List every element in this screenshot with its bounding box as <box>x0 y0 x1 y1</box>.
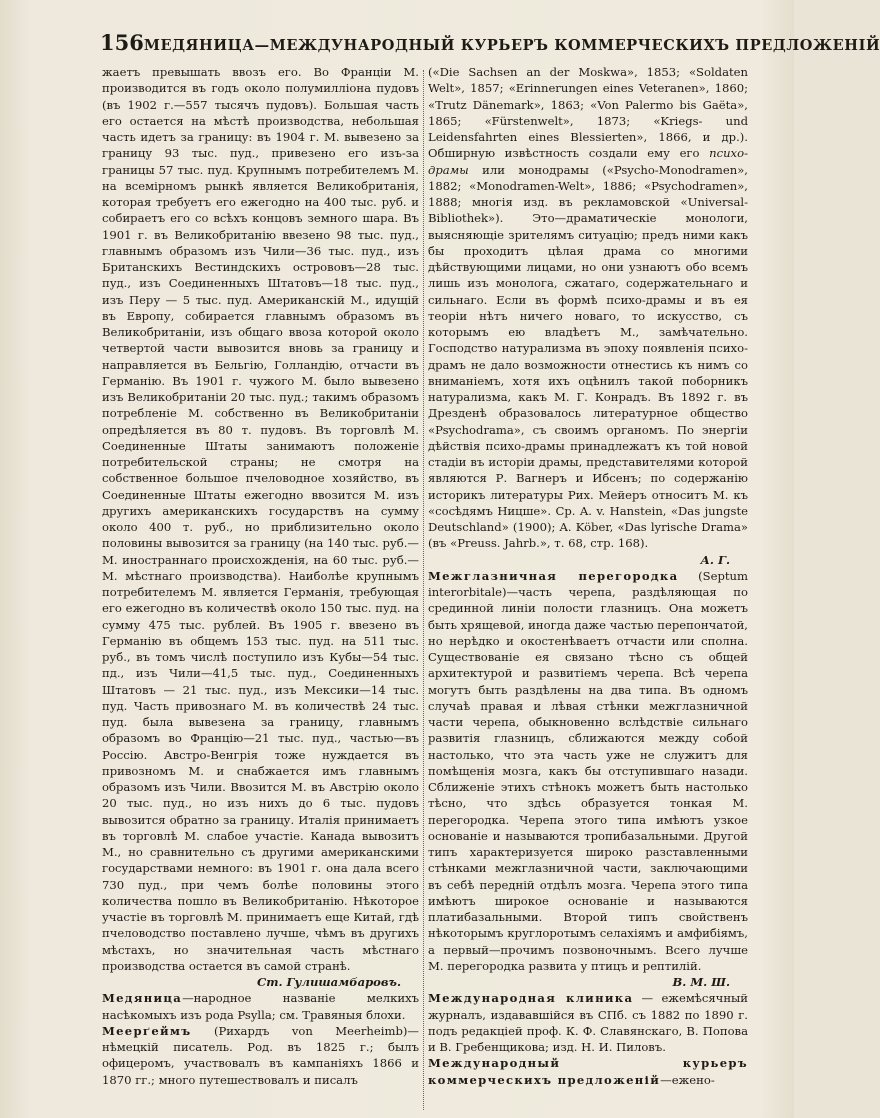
page-number: 156 <box>100 30 144 55</box>
entry-heading: Межглазничная перегородка <box>428 568 679 583</box>
entry-text: (Рихардъ von Meerheimb)—нѣмецкій писатель. Род. въ 1825 г.; былъ офицеромъ, участвовалъ въ кампаніяхъ 1866 и 1870 гг.; много путешествовалъ и писалъ <box>102 1023 419 1087</box>
entry-text: — ежемѣсячный журналъ, издававшійся въ СПб. съ 1882 по 1890 г. подъ редакціей проф. К. Ф. Славянскаго, В. Попова и В. Гребенщикова; изд. Н. И. Пиловъ. <box>428 991 748 1054</box>
author-signature: Ст. Гулишамбаровъ. <box>256 975 401 989</box>
entry-heading: Меерґеймъ <box>102 1023 192 1038</box>
entry-medyanitsa <box>102 990 419 1023</box>
entry-international-courier <box>428 1055 748 1088</box>
column-divider <box>423 70 424 1110</box>
italic-term: психо-драмы <box>428 146 748 177</box>
author-signature: В. М. Ш. <box>672 975 730 989</box>
entry-text: —народное названіе мелкихъ насѣкомыхъ изъ рода Psylla; см. Травяныя блохи. <box>102 991 419 1022</box>
page-header <box>100 30 880 56</box>
entry-interorbital-septum <box>428 568 748 974</box>
entry-text: (Septum interorbitale)—часть черепа, раздѣляющая по срединной линіи полости глазницъ. Она можетъ быть хрящевой, иногда даже частью перепончатой, но нерѣдко и окостенѣваетъ отчасти или сполна. Существованіе ея связано тѣсно съ общей архитектурой и развитіемъ черепа. Всѣ черепа могутъ быть раздѣлены на два типа. Въ одномъ случаѣ правая и лѣвая стѣнки межглазничной части черепа, обыкновенно вслѣдствіе сильнаго развитія глазницъ, сближаются между собой настолько, что эта часть уже не служитъ для помѣщенія мозга, какъ бы отступившаго назади. Сближеніе этихъ стѣнокъ можетъ быть настолько тѣсно, что здѣсь образуется тонкая М. перегородка. Черепа этого типа имѣютъ узкое основаніе и называются тропибазальными. Другой типъ характеризуется широко разставленными стѣнками межглазничной части, заключающими въ себѣ передній отдѣлъ мозга. Черепа этого типа имѣютъ широкое основаніе и называются платибазальными. Второй типъ свойственъ нѣкоторымъ круглоротымъ селахіямъ и амфибіямъ, а первый—прочимъ позвоночнымъ. Всего лучше М. перегородка развита у птицъ и рептилій. <box>428 568 748 973</box>
entry-heading: Медяница <box>102 991 183 1006</box>
right-column <box>428 64 748 1088</box>
entry-text: —ежено- <box>660 1072 715 1087</box>
left-column <box>102 64 419 1088</box>
paragraph-meerheimb-continued <box>428 64 748 552</box>
entry-international-clinic <box>428 990 748 1055</box>
entry-text: или монодрамы («Psycho-Monodramen», 1882; «Monodramen-Welt», 1886; «Psychodramen», 1888; многія изд. въ рекламовской «Universal-Bibliothek»). Это—драматическіе монологи, выясняющіе зрителямъ ситуацію; предъ ними какъ бы проходитъ цѣлая драма со многими дѣйствующими лицами, но они узнаютъ обо всемъ лишь изъ монолога, сжатаго, содержательнаго и сильнаго. Если въ формѣ психо-драмы и въ ея теоріи нѣтъ ничего новаго, то искусство, съ которымъ ею владѣетъ М., замѣчательно. Господство натурализма въ эпоху появленія психо-драмъ не дало возможности отнестись къ нимъ со вниманіемъ, хотя ихъ оцѣнилъ такой поборникъ натурализма, какъ М. Г. Конрадъ. Въ 1892 г. въ Дрезденѣ образовалось литературное общество «Psychodrama», съ своимъ органомъ. По энергіи дѣйствія психо-драмы принадлежатъ къ той новой стадіи въ исторіи драмы, представителями которой являются Р. Вагнеръ и Ибсенъ; по содержанію историкъ литературы Рих. Мейеръ относитъ М. къ «сосѣдямъ Ницше». Ср. A. v. Hanstein, «Das jungste Deutschland» (1900); A. Köber, «Das lyrische Drama» (въ «Preuss. Jahrb.», т. 68, стр. 168). <box>428 162 748 551</box>
entry-heading: Международная клиника <box>428 991 634 1006</box>
entry-heading: Международный курьеръ коммерческихъ предложеній <box>428 1056 748 1087</box>
author-signature: А. Г. <box>700 552 730 567</box>
paragraph-honey-trade: жаетъ превышать ввозъ его. Во Франціи М. производится въ годъ около полумилліона пудовъ (въ 1902 г.—557 тысячъ пудовъ). Большая часть его остается на мѣстѣ производства, небольшая часть идетъ за границу: въ 1904 г. М. вывезено за границу 93 тыс. пуд., привезено его изъ-за границы 57 тыс. пуд. Крупнымъ потребителемъ М. на всемірномъ рынкѣ является Великобританія, которая требуетъ его ежегодно на 400 тыс. руб. и собираетъ его со всѣхъ концовъ земного шара. Въ 1901 г. въ Великобританію ввезено 98 тыс. пуд., главнымъ образомъ изъ Чили—36 тыс. пуд., изъ Британскихъ Вестиндскихъ острововъ—28 тыс. пуд., изъ Соединенныхъ Штатовъ—18 тыс. пуд., изъ Перу — 5 тыс. пуд. Американскій М., идущій въ Европу, собирается главнымъ образомъ въ Великобританіи, изъ общаго ввоза которой около четвертой части вывозится вновь за границу и направляется въ Бельгію, Голландію, отчасти въ Германію. Въ 1901 г. чужого М. было вывезено изъ Великобританіи 20 тыс. пуд.; такимъ образомъ потребленіе М. собственно въ Великобританіи опредѣляется въ 80 т. пудовъ. Въ торговлѣ М. Соединенные Штаты занимаютъ положеніе потребительской страны; не смотря на собственное большое пчеловодное хозяйство, въ Соединенные Штаты ежегодно ввозится М. изъ другихъ американскихъ государствъ на сумму около 400 т. руб., но приблизительно около половины вывозится за границу (на 140 тыс. руб.—М. иностраннаго происхожденія, на 60 тыс. руб.—М. мѣстнаго производства). Наиболѣе крупнымъ потребителемъ М. является Германія, требующая его ежегодно въ количествѣ около 150 тыс. пуд. на сумму 475 тыс. рублей. Въ 1905 г. ввезено въ Германію въ общемъ 153 тыс. пуд. на 511 тыс. руб., въ томъ числѣ поступило изъ Кубы—54 тыс. пд., изъ Чили—41,5 тыс. пуд., Соединенныхъ Штатовъ — 21 тыс. пуд., изъ Мексики—14 тыс. пуд. Часть привознаго М. въ количествѣ 24 тыс. пуд. была вывезена за границу, главнымъ образомъ во Францію—21 тыс. пуд., частью—въ Россію. Австро-Венгрія тоже нуждается въ привозномъ М. и снабжается имъ главнымъ образомъ изъ Чили. Ввозится М. въ Австрію около 20 тыс. пуд., но изъ нихъ до 6 тыс. пудовъ вывозится обратно за границу. Италія принимаетъ въ торговлѣ М. слабое участіе. Канада вывозитъ М., но сравнительно съ другими американскими государствами немного: въ 1901 г. она дала всего 730 пуд., при чемъ болѣе половины этого количества пошло въ Великобританію. Нѣкоторое участіе въ торговлѣ М. принимаетъ еще Китай, гдѣ пчеловодство поставлено лучше, чѣмъ въ другихъ мѣстахъ, но значительная часть мѣстнаго производства остается въ самой странѣ. <box>102 65 419 973</box>
entry-meerheimb <box>102 1023 419 1088</box>
running-head: МЕДЯНИЦА—МЕЖДУНАРОДНЫЙ КУРЬЕРЪ КОММЕРЧЕСКИХЪ ПРЕДЛОЖЕНІЙ <box>143 37 880 54</box>
entry-text: («Die Sachsen an der Moskwa», 1853; «Soldaten Welt», 1857; «Erinnerungen eines Veteranen», 1860; «Trutz Dänemark», 1863; «Von Palermo bis Gaëta», 1865; «Fürstenwelt», 1873; «Kriegs- und Leidensfahrten eines Blessierten», 1866, и др.). Обширную извѣстность создали ему его <box>428 65 748 161</box>
